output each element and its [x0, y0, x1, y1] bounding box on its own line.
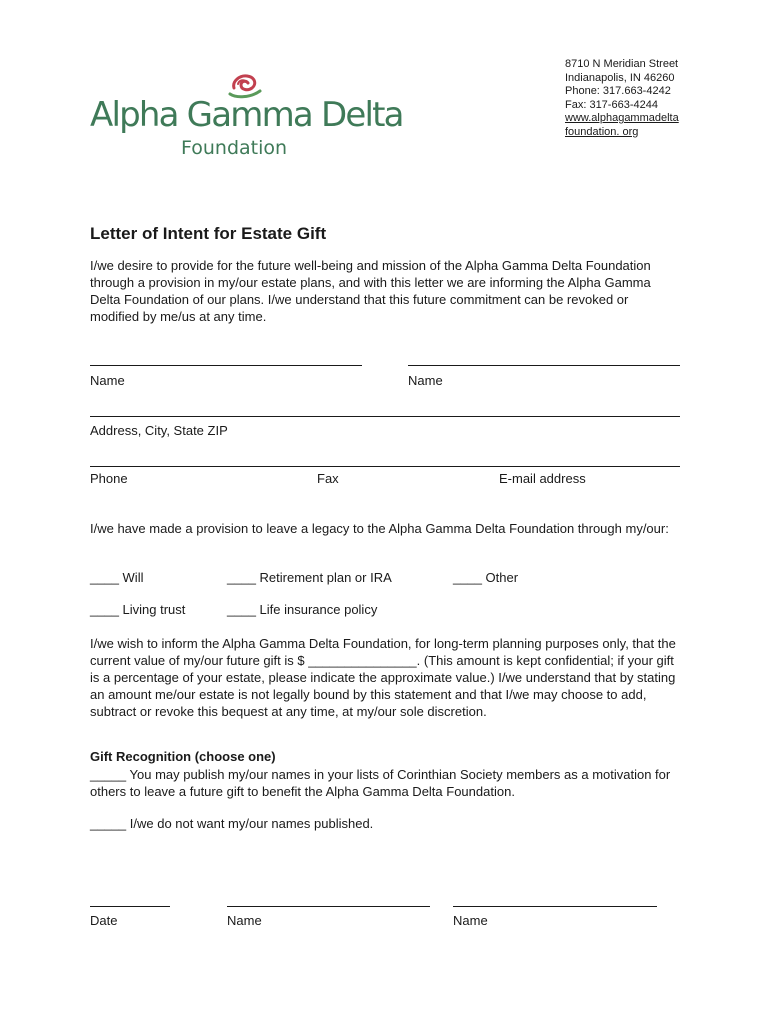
- contact-line[interactable]: [90, 466, 680, 467]
- phone-label: Phone: [90, 471, 128, 486]
- name2-label: Name: [408, 373, 443, 388]
- value-paragraph: I/we wish to inform the Alpha Gamma Delta Foundation, for long-term planning purposes only, that the current value of my/our future gift is $ _______________. (This amount is kept confidential; if your gift is a percentage of your estate, please indicate the approximate value.) I/we understand that by stating an amount me/our estate is not legally bound by this statement and that I/we may choose to add, subtract or revoke this bequest at any time, at my/our sole discretion.: [90, 636, 676, 719]
- logo-main-text: Alpha Gamma Delta: [90, 95, 403, 135]
- address-label: Address, City, State ZIP: [90, 423, 228, 438]
- name1-line[interactable]: [90, 365, 362, 366]
- address-phone: Phone: 317.663-4242: [565, 85, 671, 97]
- fax-label: Fax: [317, 471, 339, 486]
- address-line[interactable]: [90, 416, 680, 417]
- date-label: Date: [90, 913, 118, 928]
- recognition-heading: Gift Recognition (choose one): [90, 749, 276, 764]
- option-retirement[interactable]: ____ Retirement plan or IRA: [227, 570, 392, 585]
- option-living-trust[interactable]: ____ Living trust: [90, 602, 186, 617]
- intro-paragraph: I/we desire to provide for the future well-being and mission of the Alpha Gamma Delta Foundation through a provision in my/our estate plans, and with this letter we are informing the Alpha Gamma Delta Foundation of our plans. I/we understand that this future commitment can be revoked or modified by me/us at any time.: [90, 258, 651, 324]
- signature-name1-label: Name: [227, 913, 262, 928]
- email-label: E-mail address: [499, 471, 586, 486]
- page-title: Letter of Intent for Estate Gift: [90, 224, 327, 243]
- signature-name1-line[interactable]: [227, 906, 430, 907]
- name1-label: Name: [90, 373, 125, 388]
- option-other[interactable]: ____ Other: [453, 570, 519, 585]
- option-will[interactable]: ____ Will: [90, 570, 144, 585]
- option-life-insurance[interactable]: ____ Life insurance policy: [227, 602, 378, 617]
- website-link-line1[interactable]: www.alphagammadelta: [565, 112, 679, 124]
- address-block: [565, 58, 679, 139]
- signature-name2-line[interactable]: [453, 906, 657, 907]
- signature-name2-label: Name: [453, 913, 488, 928]
- recognition-option-publish[interactable]: _____ You may publish my/our names in your lists of Corinthian Society members as a motivation for others to leave a future gift to benefit the Alpha Gamma Delta Foundation.: [90, 767, 671, 799]
- address-street: 8710 N Meridian Street: [565, 58, 679, 70]
- address-fax: Fax: 317-663-4244: [565, 98, 658, 111]
- address-city: Indianapolis, IN 46260: [565, 71, 675, 84]
- recognition-option-no-publish[interactable]: _____ I/we do not want my/our names published.: [90, 816, 374, 831]
- logo-sub-text: Foundation: [181, 137, 288, 159]
- name2-line[interactable]: [408, 365, 680, 366]
- date-line[interactable]: [90, 906, 170, 907]
- website-link-line2[interactable]: foundation. org: [565, 125, 639, 138]
- provision-paragraph: I/we have made a provision to leave a legacy to the Alpha Gamma Delta Foundation through my/our:: [90, 521, 669, 536]
